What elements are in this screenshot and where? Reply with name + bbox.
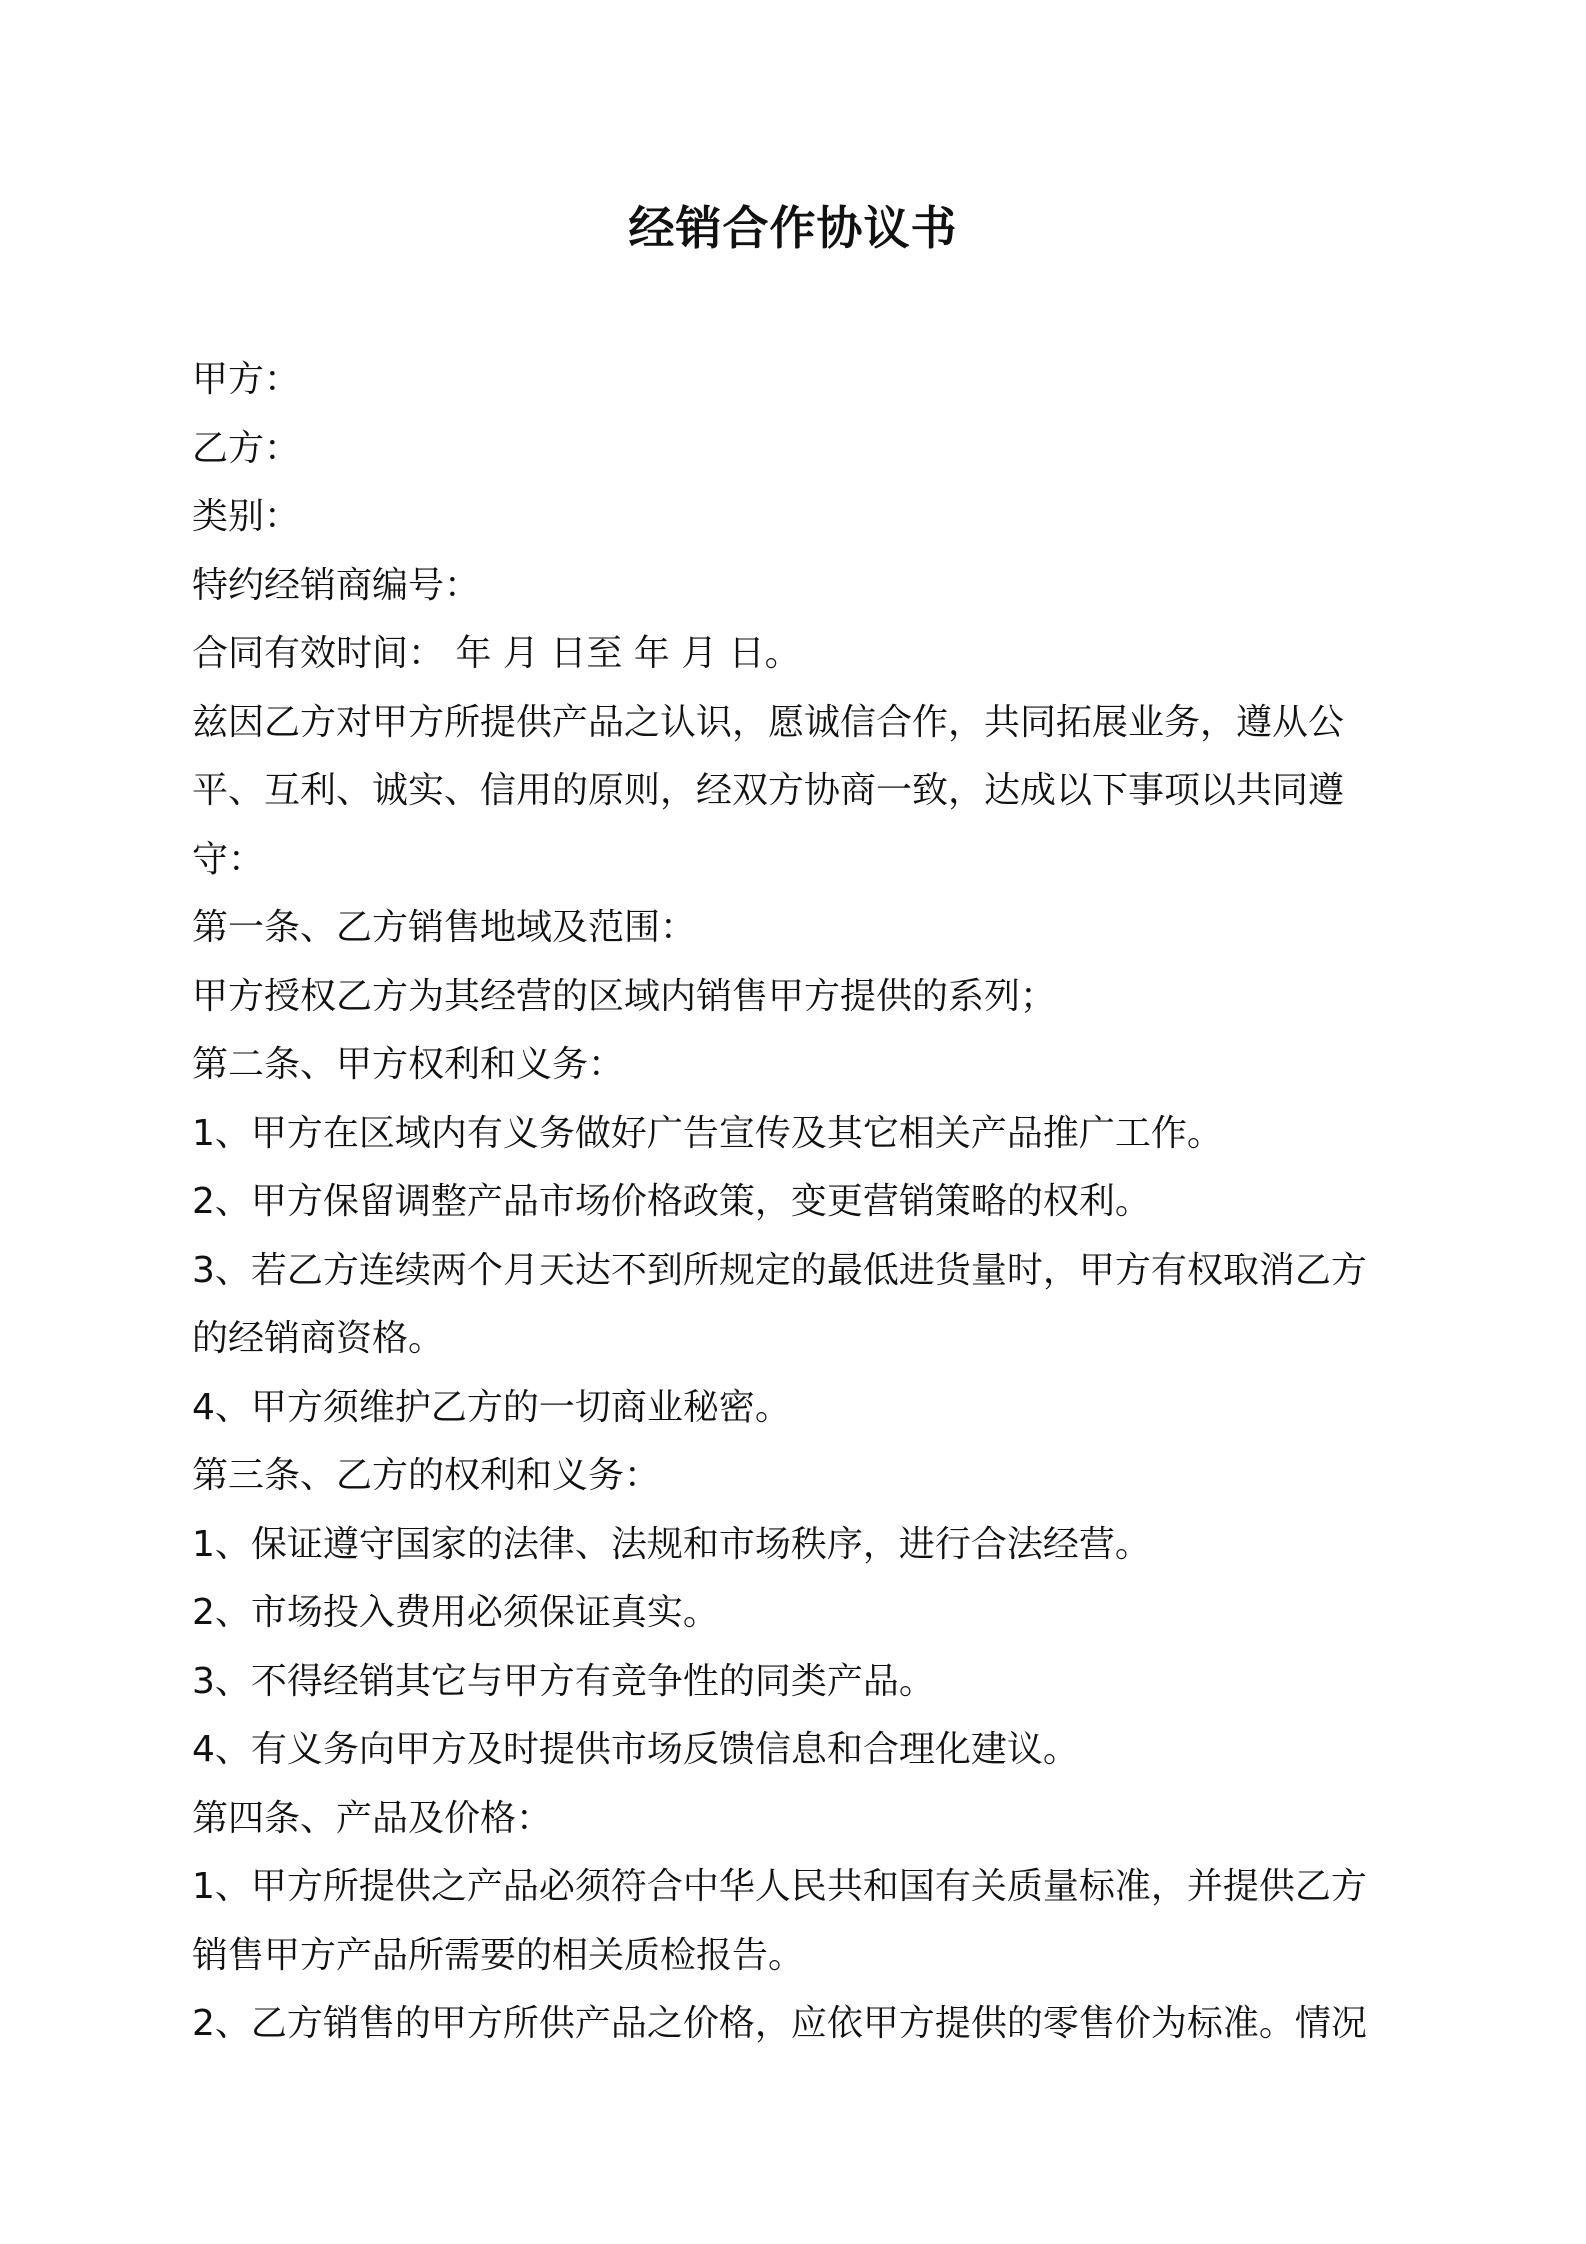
line-contract-period: 合同有效时间： 年 月 日至 年 月 日。 <box>192 633 801 674</box>
article-4-item-1: 1、甲方所提供之产品必须符合中华人民共和国有关质量标准，并提供乙方 <box>192 1866 1367 1907</box>
line-dealer-number: 特约经销商编号： <box>192 564 481 606</box>
article-3-item-2: 2、市场投入费用必须保证真实。 <box>192 1592 719 1633</box>
line-preamble-3: 守： <box>192 838 265 880</box>
article-1-text: 甲方授权乙方为其经营的区域内销售甲方提供的系列； <box>192 975 1057 1017</box>
document-body <box>192 346 1412 2059</box>
article-4-item-1-cont: 销售甲方产品所需要的相关质检报告。 <box>192 1934 805 1976</box>
article-2-item-4: 4、甲方须维护乙方的一切商业秘密。 <box>192 1386 791 1428</box>
document-title: 经销合作协议书 <box>628 201 958 255</box>
article-2-heading: 第二条、甲方权利和义务： <box>192 1044 625 1085</box>
article-3-heading: 第三条、乙方的权利和义务： <box>192 1455 661 1496</box>
line-preamble-1: 兹因乙方对甲方所提供产品之认识，愿诚信合作，共同拓展业务，遵从公 <box>192 701 1345 743</box>
line-party-a: 甲方： <box>192 359 301 400</box>
article-2-item-3: 3、若乙方连续两个月天达不到所规定的最低进货量时，甲方有权取消乙方 <box>192 1249 1367 1291</box>
line-category: 类别： <box>192 496 301 537</box>
line-party-b: 乙方： <box>192 427 301 469</box>
article-2-item-2: 2、甲方保留调整产品市场价格政策，变更营销策略的权利。 <box>192 1181 1151 1222</box>
article-2-item-3-cont: 的经销商资格。 <box>192 1318 445 1359</box>
article-2-item-1: 1、甲方在区域内有义务做好广告宣传及其它相关产品推广工作。 <box>192 1112 1223 1154</box>
article-3-item-4: 4、有义务向甲方及时提供市场反馈信息和合理化建议。 <box>192 1729 1079 1770</box>
line-preamble-2: 平、互利、诚实、信用的原则，经双方协商一致，达成以下事项以共同遵 <box>192 770 1345 811</box>
article-4-heading: 第四条、产品及价格： <box>192 1797 553 1839</box>
article-3-item-1: 1、保证遵守国家的法律、法规和市场秩序，进行合法经营。 <box>192 1523 1151 1565</box>
article-1-heading: 第一条、乙方销售地域及范围： <box>192 907 697 948</box>
article-4-item-2: 2、乙方销售的甲方所供产品之价格，应依甲方提供的零售价为标准。情况 <box>192 2003 1367 2044</box>
article-3-item-3: 3、不得经销其它与甲方有竞争性的同类产品。 <box>192 1660 935 1702</box>
